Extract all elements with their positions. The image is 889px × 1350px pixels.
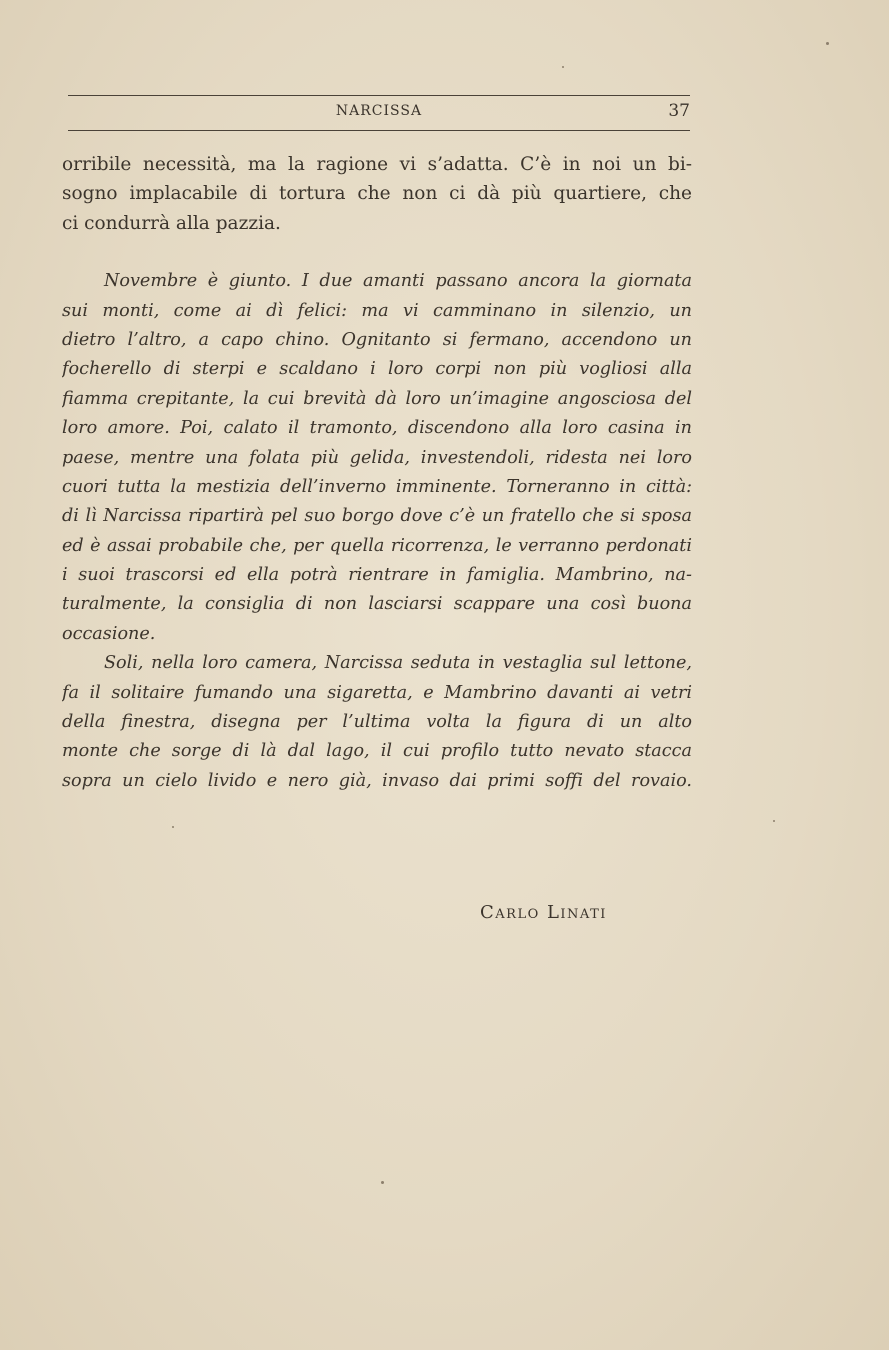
paper-speck [381, 1181, 384, 1184]
text-line: Soli, nella loro camera, Narcissa seduta in vestaglia sul lettone, [104, 653, 692, 674]
header-rule-top [68, 95, 690, 96]
paper-speck [826, 42, 829, 45]
text-line: fiamma crepitante, la cui brevità dà loro un’imagine angosciosa del [62, 388, 692, 409]
running-head [68, 103, 690, 125]
text-line: fa il solitaire fumando una sigaretta, e Mambrino davanti ai vetri [62, 682, 692, 703]
paragraph-2 [62, 267, 692, 649]
paper-speck [773, 820, 775, 822]
text-line: focherello di sterpi e scaldano i loro corpi non più vogliosi alla [62, 359, 692, 380]
text-line: dietro l’altro, a capo chino. Ognitanto si fermano, accendono un [62, 329, 692, 350]
italic-section [62, 267, 692, 796]
text-line: sogno implacabile di tortura che non ci dà più quartiere, che [62, 183, 692, 205]
page-number: 37 [668, 101, 690, 121]
paragraph-1 [62, 150, 692, 238]
text-line: Novembre è giunto. I due amanti passano ancora la giornata [104, 271, 692, 292]
text-line: orribile necessità, ma la ragione vi s’adatta. C’è in noi un bi- [62, 154, 692, 175]
text-line: sui monti, come ai dì felici: ma vi camminano in silenzio, un [62, 300, 692, 321]
text-line: i suoi trascorsi ed ella potrà rientrare in famiglia. Mambrino, na- [62, 565, 692, 586]
text-line: ci condurrà alla pazzia. [62, 212, 281, 234]
author-signature: Carlo Linati [480, 902, 607, 923]
text-line: paese, mentre una folata più gelida, investendoli, ridesta nei loro [62, 447, 692, 468]
body-text [62, 150, 692, 796]
text-line: monte che sorge di là dal lago, il cui profilo tutto nevato stacca [62, 741, 692, 762]
text-line: di lì Narcissa ripartirà pel suo borgo dove c’è un fratello che si sposa [62, 506, 692, 527]
text-line: occasione. [62, 623, 156, 644]
text-line: loro amore. Poi, calato il tramonto, discendono alla loro casina in [62, 418, 692, 439]
paper-speck [172, 826, 174, 828]
text-line: cuori tutta la mestizia dell’inverno imminente. Torneranno in città: [62, 476, 692, 497]
paper-speck [562, 66, 564, 68]
text-line: turalmente, la consiglia di non lasciarsi scappare una così buona [62, 594, 692, 615]
paragraph-3 [62, 649, 692, 796]
text-line: della finestra, disegna per l’ultima volta la figura di un alto [62, 712, 692, 733]
running-head-title: NARCISSA [335, 103, 423, 119]
header-rule-bottom [68, 130, 690, 131]
text-line: sopra un cielo livido e nero già, invaso dai primi soffi del rovaio. [62, 770, 692, 791]
text-line: ed è assai probabile che, per quella ricorrenza, le verranno perdonati [62, 535, 692, 556]
